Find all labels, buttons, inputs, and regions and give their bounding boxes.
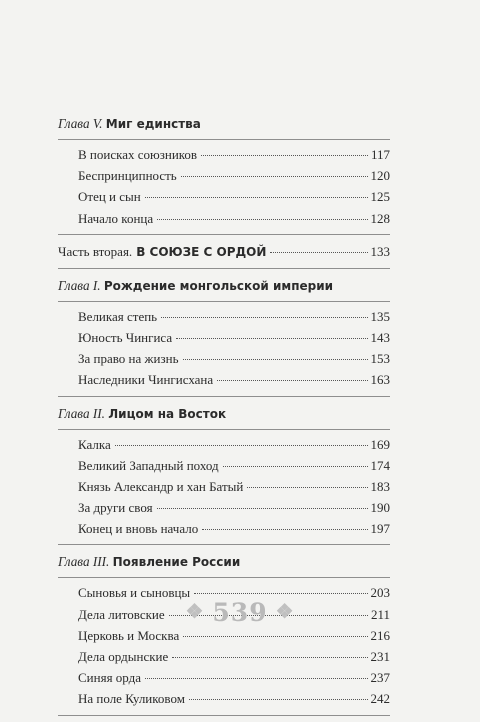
chapter-group-top [58,113,390,235]
entry-page-number: 231 [370,649,390,664]
toc-entry [58,165,390,186]
entry-page-number: 183 [370,478,390,494]
ornament-right-icon: ❖ [275,599,295,623]
divider [58,714,390,716]
chapter-title: Миг единства [105,117,201,131]
dot-leader [247,487,367,488]
toc-entry [58,434,390,455]
chapter-prefix: Глава III. [58,554,110,570]
entry-page-number: 216 [370,627,390,643]
dot-leader [217,380,367,381]
chapter-heading [58,551,390,578]
chapter-prefix: Глава I. [58,277,101,293]
chapter-block [58,113,390,235]
entry-title: Отец и сын [78,189,141,205]
ornament-left-icon: ❖ [185,599,205,623]
dot-leader [194,593,367,594]
dot-leader [202,529,367,530]
table-of-contents [58,113,390,722]
toc-entry [58,688,390,709]
entry-title: Беспринципность [78,168,177,184]
dot-leader [172,657,367,658]
part-title: В СОЮЗЕ С ОРДОЙ [136,244,267,259]
dot-leader [189,699,368,700]
toc-entry [58,208,390,229]
entry-page-number: 128 [370,210,390,226]
dot-leader [157,508,368,509]
entry-page-number: 190 [370,500,390,516]
entry-title: Начало конца [78,210,154,226]
toc-entry [58,625,390,646]
entry-page-number: 143 [370,329,390,345]
chapter-block [58,551,390,715]
entry-page-number: 197 [370,521,390,537]
entry-title: Юность Чингиса [78,329,173,345]
dot-leader [145,197,368,198]
toc-entry [58,667,390,688]
entry-title: В поисках союзников [78,147,198,162]
toc-entry [58,327,390,348]
entry-title: На поле Куликовом [78,691,185,707]
divider [58,543,390,545]
entry-title: Синяя орда [78,670,142,686]
entry-page-number: 242 [370,691,390,707]
dot-leader [161,317,367,318]
entry-title: Дела ордынские [78,649,169,664]
entry-title: Великая степь [78,308,158,324]
dot-leader [176,338,367,339]
toc-entry [58,476,390,497]
chapter-block [58,403,390,546]
entry-page-number: 117 [370,147,390,162]
entry-title: Великий Западный поход [78,457,219,473]
entry-title: За други своя [78,500,153,516]
entry-title: Князь Александр и хан Батый [78,478,244,494]
chapter-heading [58,403,390,430]
chapter-block [58,275,390,397]
dot-leader [223,466,368,467]
chapter-heading [58,113,390,140]
toc-entry [58,306,390,327]
chapter-prefix: Глава II. [58,405,105,421]
part-heading [58,241,390,263]
chapter-title: Рождение монгольской империи [103,278,334,293]
dot-leader [270,252,367,253]
toc-entry [58,497,390,518]
dot-leader [145,678,367,679]
toc-entry [58,186,390,207]
dot-leader [201,155,368,156]
dot-leader [115,445,368,446]
entry-page-number: 174 [370,457,390,473]
part-prefix: Часть вторая. [58,243,133,259]
entry-title: Церковь и Москва [78,627,180,643]
entry-title: Наследники Чингисхана [78,372,214,388]
part-page-number: 133 [370,243,390,259]
dot-leader [183,359,368,360]
toc-entry [58,518,390,539]
entry-page-number: 203 [370,585,390,601]
dot-leader [157,219,367,220]
toc-entry [58,144,390,165]
entry-page-number: 169 [370,436,390,452]
entry-title: Конец и вновь начало [78,521,199,537]
divider [58,395,390,397]
entry-title: Сыновья и сыновцы [78,585,191,601]
divider [58,233,390,235]
chapter-title: Появление России [112,555,241,570]
chapter-heading [58,275,390,302]
entry-page-number: 237 [370,670,390,686]
dot-leader [181,176,368,177]
toc-entry [58,348,390,369]
entry-title: За право на жизнь [78,351,179,367]
entry-title: Калка [78,436,111,452]
dot-leader [183,636,367,637]
entry-page-number: 153 [370,351,390,367]
folio-number: 539 [212,598,268,627]
entry-page-number: 120 [370,168,390,184]
toc-entry [58,455,390,476]
divider [58,267,390,269]
chapter-group-bottom [58,275,390,716]
entry-page-number: 163 [370,372,390,388]
toc-entry [58,369,390,390]
entry-page-number: 135 [370,308,390,324]
entry-page-number: 125 [370,189,390,205]
toc-entry [58,646,390,667]
entry-page-number: 211 [370,606,390,622]
chapter-prefix: Глава V. [58,116,103,131]
page-folio [0,598,480,627]
entry-title: Дела литовские [78,606,165,622]
chapter-title: Лицом на Восток [108,406,227,421]
